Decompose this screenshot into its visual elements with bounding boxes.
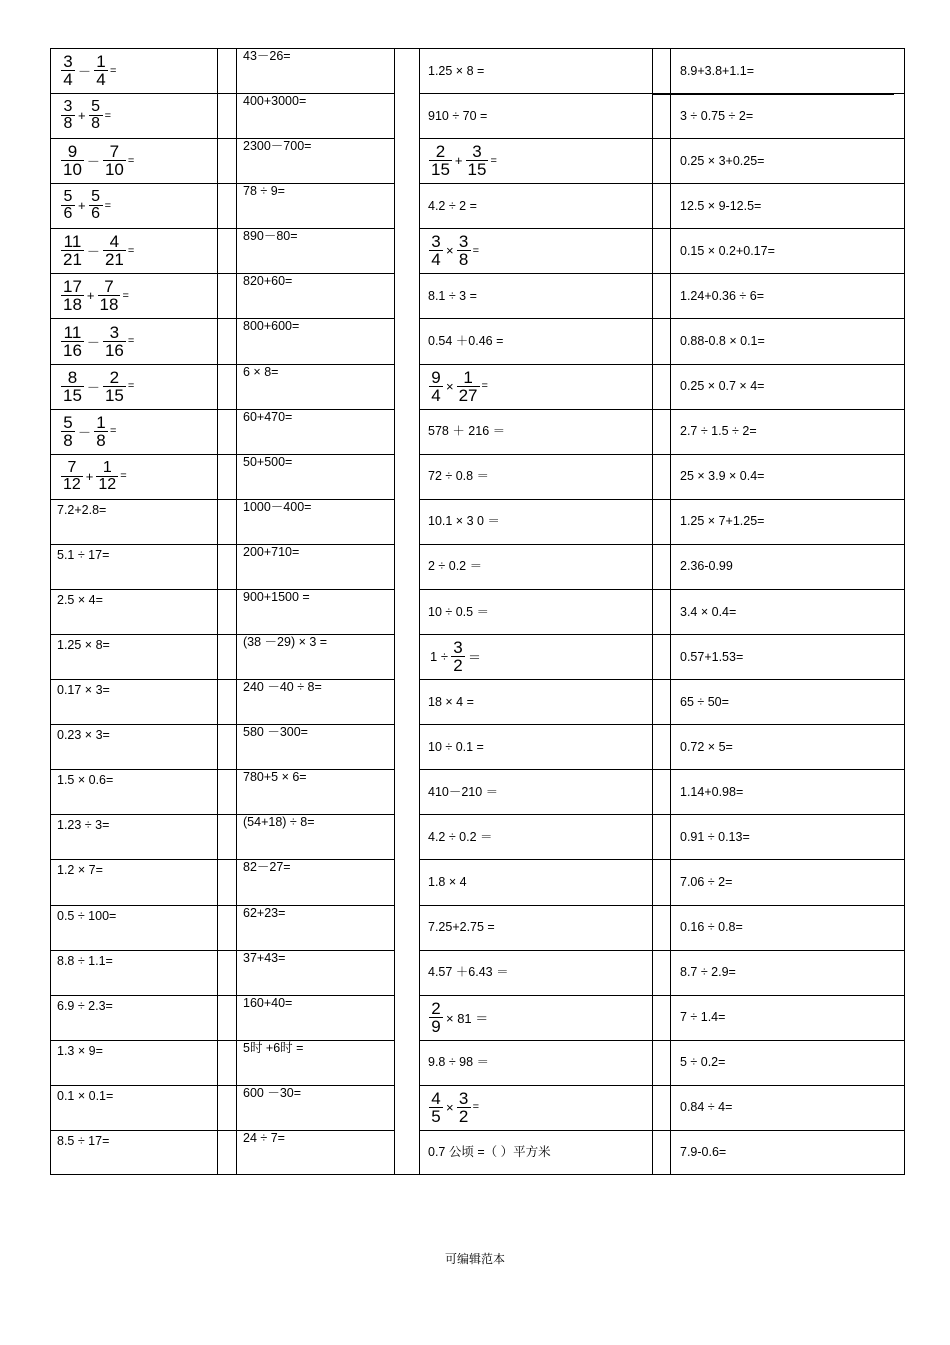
- row-divider: [50, 1085, 394, 1086]
- fraction-problem: [60, 139, 134, 182]
- arithmetic-problem: 1.2 × 7=: [57, 863, 103, 878]
- row-divider: [419, 589, 905, 590]
- numerator: 4: [431, 1088, 441, 1108]
- arithmetic-problem: 1.25 × 8=: [57, 638, 110, 653]
- arithmetic-problem: 900+1500 =: [243, 589, 310, 604]
- arithmetic-problem: 580 －300=: [243, 725, 308, 740]
- numerator: 5: [63, 412, 73, 432]
- denominator: 12: [98, 475, 117, 493]
- arithmetic-problem: 1.5 × 0.6=: [57, 773, 114, 788]
- arithmetic-problem: 820+60=: [243, 274, 293, 289]
- arithmetic-problem: 1.25 × 7+1.25=: [680, 514, 765, 529]
- row-divider: [419, 228, 905, 229]
- row-divider: [419, 769, 905, 770]
- operator: +: [78, 108, 86, 124]
- denominator: 27: [458, 385, 478, 405]
- fraction-problem: [428, 635, 483, 678]
- numerator: 2: [109, 367, 120, 387]
- equals-sign: =: [104, 199, 112, 212]
- arithmetic-problem: 25 × 3.9 × 0.4=: [680, 469, 765, 484]
- arithmetic-problem: 9.8 ÷ 98 ＝: [428, 1055, 490, 1070]
- arithmetic-problem: 0.23 × 3=: [57, 728, 110, 743]
- row-divider: [50, 679, 394, 680]
- arithmetic-problem: 7.25+2.75 =: [428, 920, 495, 935]
- row-divider: [419, 1085, 905, 1086]
- arithmetic-problem: 0.91 ÷ 0.13=: [680, 829, 750, 844]
- fraction: [451, 639, 465, 674]
- numerator: 1: [102, 458, 112, 476]
- fraction: [429, 1000, 443, 1035]
- denominator: 4: [431, 385, 441, 405]
- arithmetic-problem: 2300－700=: [243, 139, 312, 154]
- row-divider: [419, 859, 905, 860]
- row-divider: [419, 183, 905, 184]
- arithmetic-problem: 8.8 ÷ 1.1=: [57, 953, 113, 968]
- numerator: 3: [453, 638, 463, 658]
- arithmetic-problem: 5.1 ÷ 17=: [57, 547, 110, 562]
- equals-sign: =: [110, 425, 117, 438]
- row-divider: [419, 273, 905, 274]
- arithmetic-problem: 65 ÷ 50=: [680, 694, 729, 709]
- row-divider: [419, 634, 905, 635]
- row-divider: [50, 814, 394, 815]
- denominator: 8: [96, 430, 106, 450]
- column-divider: [419, 48, 420, 1175]
- arithmetic-problem: 0.17 × 3=: [57, 683, 110, 698]
- fraction-problem: [60, 455, 127, 498]
- operator: +: [85, 468, 94, 484]
- arithmetic-problem: 1.25 × 8 =: [428, 63, 485, 78]
- arithmetic-problem: 410－210 ＝: [428, 784, 499, 799]
- arithmetic-problem: 0.16 ÷ 0.8=: [680, 920, 743, 935]
- denominator: 18: [99, 295, 119, 315]
- row-divider: [50, 724, 394, 725]
- equals-sign: =: [490, 154, 497, 167]
- fraction: [103, 143, 126, 178]
- arithmetic-problem: 8.7 ÷ 2.9=: [680, 965, 736, 980]
- arithmetic-problem: 6.9 ÷ 2.3=: [57, 998, 113, 1013]
- denominator: 15: [467, 160, 487, 180]
- operator: +: [454, 153, 463, 169]
- fraction: [61, 278, 84, 313]
- equals-sign: =: [110, 64, 117, 77]
- column-divider: [236, 48, 237, 1175]
- arithmetic-problem: 7 ÷ 1.4=: [680, 1010, 726, 1025]
- arithmetic-problem: 0.25 × 0.7 × 4=: [680, 379, 765, 394]
- arithmetic-problem: 0.57+1.53=: [680, 649, 744, 664]
- arithmetic-problem: 0.1 × 0.1=: [57, 1088, 114, 1103]
- arithmetic-problem: 4.2 ÷ 0.2 ＝: [428, 829, 493, 844]
- arithmetic-problem: 800+600=: [243, 319, 300, 334]
- arithmetic-problem: 7.2+2.8=: [57, 502, 107, 517]
- numerator: 9: [431, 367, 441, 387]
- row-divider: [50, 1130, 394, 1131]
- fraction: [103, 233, 126, 268]
- operator: +: [78, 198, 86, 214]
- arithmetic-problem: 62+23=: [243, 905, 286, 920]
- denominator: 10: [104, 160, 124, 180]
- arithmetic-problem: 60+470=: [243, 409, 293, 424]
- numerator: 8: [67, 367, 78, 387]
- column-divider: [670, 48, 671, 1175]
- arithmetic-problem: 8.9+3.8+1.1=: [680, 63, 755, 78]
- row-divider: [50, 995, 394, 996]
- numerator: 4: [109, 232, 120, 252]
- row-divider: [419, 454, 905, 455]
- row-divider: [419, 679, 905, 680]
- arithmetic-problem: 43－26=: [243, 49, 291, 63]
- column-divider: [394, 48, 395, 1175]
- arithmetic-problem: 0.15 × 0.2+0.17=: [680, 243, 775, 258]
- arithmetic-problem: 2.5 × 4=: [57, 592, 103, 607]
- row-divider: [652, 94, 894, 95]
- equals-sign: =: [120, 470, 127, 483]
- fraction: [103, 324, 126, 359]
- arithmetic-problem: 1.3 × 9=: [57, 1043, 103, 1058]
- arithmetic-problem: 0.84 ÷ 4=: [680, 1100, 733, 1115]
- fraction-problem: [60, 365, 134, 408]
- fraction: [457, 233, 471, 268]
- row-divider: [419, 905, 905, 906]
- arithmetic-problem: 3 ÷ 0.75 ÷ 2=: [680, 108, 754, 123]
- numerator: 2: [431, 998, 441, 1018]
- arithmetic-problem: 890－80=: [243, 229, 298, 244]
- arithmetic-problem: 24 ÷ 7=: [243, 1130, 285, 1145]
- fraction: [61, 143, 84, 178]
- row-divider: [50, 859, 394, 860]
- operator: －: [86, 334, 100, 350]
- numerator: 1: [96, 412, 106, 432]
- fraction-problem: [428, 365, 488, 408]
- row-divider: [419, 950, 905, 951]
- denominator: 4: [431, 250, 441, 270]
- arithmetic-problem: 0.7 公顷 =（ ）平方米: [428, 1145, 551, 1160]
- arithmetic-problem: 0.5 ÷ 100=: [57, 908, 117, 923]
- row-divider: [50, 905, 394, 906]
- numerator: 3: [63, 98, 73, 116]
- row-divider: [50, 950, 394, 951]
- arithmetic-problem: 2.7 ÷ 1.5 ÷ 2=: [680, 424, 757, 439]
- arithmetic-problem: 78 ÷ 9=: [243, 184, 285, 199]
- equals-sign: =: [472, 1101, 480, 1114]
- numerator: 3: [458, 232, 469, 252]
- denominator: 21: [104, 250, 124, 270]
- row-divider: [419, 1040, 905, 1041]
- arithmetic-problem: 1.23 ÷ 3=: [57, 818, 110, 833]
- arithmetic-problem: 1000－400=: [243, 499, 312, 514]
- denominator: 10: [63, 160, 82, 180]
- numerator: 9: [67, 142, 78, 162]
- arithmetic-problem: 8.5 ÷ 17=: [57, 1133, 110, 1148]
- denominator: 8: [63, 430, 73, 450]
- fraction-problem: [60, 319, 134, 362]
- arithmetic-problem: 3.4 × 0.4=: [680, 604, 737, 619]
- fraction: [61, 233, 84, 268]
- fraction-problem: [428, 996, 490, 1039]
- fraction: [429, 1090, 443, 1125]
- arithmetic-problem: 12.5 × 9-12.5=: [680, 198, 762, 213]
- fraction-problem: [60, 274, 129, 317]
- arithmetic-problem: 7.9-0.6=: [680, 1145, 727, 1160]
- operator: ×: [446, 378, 454, 394]
- numerator: 5: [91, 98, 101, 116]
- fraction: [466, 143, 489, 178]
- operator: －: [86, 154, 100, 170]
- fraction-problem: [428, 139, 497, 182]
- fraction-problem: [428, 1086, 479, 1129]
- arithmetic-problem: 10 ÷ 0.1 =: [428, 739, 484, 754]
- arithmetic-problem: 240 －40 ÷ 8=: [243, 680, 322, 695]
- equals-sign: =: [127, 335, 135, 347]
- numerator: 11: [63, 232, 82, 252]
- arithmetic-problem: (54+18) ÷ 8=: [243, 815, 315, 830]
- fraction: [429, 369, 443, 404]
- arithmetic-problem: 10 ÷ 0.5 ＝: [428, 604, 490, 619]
- fraction: [61, 460, 83, 493]
- denominator: 12: [63, 475, 81, 493]
- arithmetic-problem: 4.2 ÷ 2 =: [428, 198, 477, 213]
- operator: +: [86, 288, 95, 304]
- row-divider: [50, 589, 394, 590]
- row-divider: [419, 409, 905, 410]
- numerator: 3: [472, 142, 482, 162]
- arithmetic-problem: 18 × 4 =: [428, 694, 474, 709]
- row-divider: [419, 995, 905, 996]
- row-divider: [50, 634, 394, 635]
- arithmetic-problem: 50+500=: [243, 454, 293, 469]
- operator: －: [78, 424, 92, 440]
- fraction: [98, 278, 121, 313]
- row-divider: [50, 544, 394, 545]
- numerator: 5: [91, 188, 101, 206]
- row-divider: [419, 499, 905, 500]
- numerator: 17: [63, 277, 82, 297]
- numerator: 5: [63, 188, 73, 206]
- numerator: 1: [463, 367, 473, 387]
- fraction-problem: [60, 229, 134, 272]
- dividend: 1 ÷: [430, 649, 448, 665]
- arithmetic-problem: 0.88-0.8 × 0.1=: [680, 334, 765, 349]
- fraction-problem: [60, 49, 116, 92]
- fraction: [457, 369, 480, 404]
- denominator: 5: [431, 1106, 441, 1126]
- denominator: 15: [104, 385, 124, 405]
- fraction: [94, 53, 108, 88]
- operator: ×: [446, 1099, 454, 1115]
- fraction: [89, 99, 103, 132]
- numerator: 3: [109, 322, 120, 342]
- fraction: [61, 99, 75, 132]
- row-divider: [50, 769, 394, 770]
- arithmetic-problem: 72 ÷ 0.8 ＝: [428, 469, 490, 484]
- fraction: [96, 460, 118, 493]
- numerator: 3: [63, 52, 73, 72]
- equals-sign: =: [127, 244, 135, 257]
- fraction: [429, 143, 452, 178]
- arithmetic-problem: 578 ＋ 216 ＝: [428, 424, 506, 439]
- arithmetic-problem: 160+40=: [243, 995, 293, 1010]
- arithmetic-problem: 2.36-0.99: [680, 559, 733, 574]
- row-divider: [419, 364, 905, 365]
- equals-sign: =: [127, 154, 135, 167]
- numerator: 3: [431, 232, 441, 252]
- equals-sign: =: [127, 380, 135, 393]
- equals-sign: =: [481, 380, 488, 393]
- row-divider: [419, 544, 905, 545]
- denominator: 21: [63, 250, 82, 270]
- fraction: [429, 233, 443, 268]
- numerator: 11: [63, 322, 82, 342]
- denominator: 6: [63, 205, 73, 223]
- operator: ×: [446, 243, 454, 259]
- arithmetic-problem: 1.14+0.98=: [680, 784, 744, 799]
- fraction: [61, 414, 75, 449]
- column-divider: [217, 48, 218, 1175]
- operator: －: [78, 64, 92, 80]
- row-divider: [50, 499, 394, 500]
- arithmetic-problem: 7.06 ÷ 2=: [680, 874, 733, 889]
- denominator: 4: [96, 70, 106, 90]
- arithmetic-problem: 5 ÷ 0.2=: [680, 1055, 726, 1070]
- denominator: 6: [91, 205, 101, 223]
- arithmetic-problem: 780+5 × 6=: [243, 770, 307, 785]
- denominator: 2: [453, 656, 463, 676]
- row-divider: [419, 318, 905, 319]
- arithmetic-problem: 1.8 × 4: [428, 874, 467, 889]
- denominator: 16: [63, 340, 82, 360]
- equals-sign: ＝: [467, 650, 481, 666]
- arithmetic-problem: 10.1 × 3 0 ＝: [428, 514, 500, 529]
- numerator: 1: [96, 52, 106, 72]
- equals-sign: =: [472, 244, 480, 257]
- numerator: 2: [435, 142, 446, 162]
- numerator: 3: [458, 1088, 469, 1108]
- arithmetic-problem: 0.25 × 3+0.25=: [680, 153, 765, 168]
- arithmetic-problem: 37+43=: [243, 950, 286, 965]
- arithmetic-problem: 0.72 × 5=: [680, 739, 733, 754]
- equals-sign: =: [104, 109, 112, 122]
- denominator: 8: [63, 115, 73, 133]
- footer-text: 可编辑范本: [444, 1252, 505, 1266]
- denominator: 16: [104, 340, 124, 360]
- denominator: 8: [91, 115, 101, 133]
- arithmetic-problem: 8.1 ÷ 3 =: [428, 288, 477, 303]
- arithmetic-problem: 6 × 8=: [243, 364, 279, 379]
- equals-sign: =: [122, 289, 129, 302]
- denominator: 18: [63, 295, 82, 315]
- operator: －: [86, 244, 100, 260]
- arithmetic-problem: 5时 +6时 =: [243, 1040, 304, 1055]
- numerator: 7: [104, 277, 114, 297]
- arithmetic-problem: 600 －30=: [243, 1085, 302, 1100]
- operator: × 81 ＝: [446, 1010, 489, 1026]
- column-divider: [652, 48, 653, 1175]
- arithmetic-problem: 82－27=: [243, 860, 291, 875]
- row-divider: [419, 814, 905, 815]
- fraction-problem: [60, 410, 116, 453]
- denominator: 15: [63, 385, 82, 405]
- fraction-problem: [60, 184, 111, 227]
- numerator: 7: [109, 142, 120, 162]
- fraction: [61, 324, 84, 359]
- row-divider: [419, 724, 905, 725]
- arithmetic-problem: 2 ÷ 0.2 ＝: [428, 559, 483, 574]
- fraction: [61, 189, 75, 222]
- arithmetic-problem: 400+3000=: [243, 94, 307, 109]
- arithmetic-problem: 200+710=: [243, 544, 300, 559]
- denominator: 4: [63, 70, 73, 90]
- row-divider: [419, 1130, 905, 1131]
- row-divider: [50, 1040, 394, 1041]
- fraction: [61, 53, 75, 88]
- denominator: 8: [458, 250, 469, 270]
- fraction: [103, 369, 126, 404]
- fraction: [61, 369, 84, 404]
- fraction-problem: [428, 229, 479, 272]
- fraction-problem: [60, 94, 111, 137]
- arithmetic-problem: 910 ÷ 70 =: [428, 108, 488, 123]
- fraction: [89, 189, 103, 222]
- arithmetic-problem: (38 －29) × 3 =: [243, 635, 328, 650]
- denominator: 15: [431, 160, 450, 180]
- operator: －: [86, 379, 100, 395]
- denominator: 2: [458, 1106, 469, 1126]
- arithmetic-problem: 0.54 ＋0.46 =: [428, 334, 504, 349]
- fraction: [94, 414, 108, 449]
- arithmetic-problem: 4.57 ＋6.43 ＝: [428, 965, 509, 980]
- fraction: [457, 1090, 471, 1125]
- numerator: 7: [67, 458, 77, 476]
- arithmetic-problem: 1.24+0.36 ÷ 6=: [680, 288, 765, 303]
- denominator: 9: [431, 1016, 441, 1036]
